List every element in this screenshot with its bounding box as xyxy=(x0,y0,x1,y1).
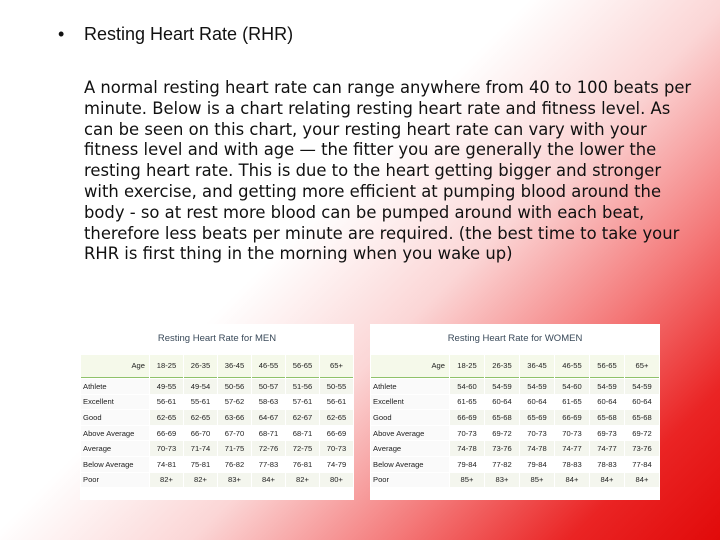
men-table-cell: 66-69 xyxy=(150,426,183,441)
men-table-cell: 82+ xyxy=(150,473,183,488)
women-col-header: 26-35 xyxy=(485,355,519,378)
women-col-header: 36-45 xyxy=(520,355,554,378)
women-col-header: 18-25 xyxy=(450,355,484,378)
men-col-header: 36-45 xyxy=(218,355,251,378)
women-table-row xyxy=(371,457,659,472)
men-col-header: 56-65 xyxy=(286,355,319,378)
men-col-header: 26-35 xyxy=(184,355,217,378)
men-table-cell: 63-66 xyxy=(218,410,251,425)
men-table-cell: 74-79 xyxy=(320,457,353,472)
women-table-cell: 84+ xyxy=(555,473,589,488)
women-table-cell: 85+ xyxy=(520,473,554,488)
women-row-label: Excellent xyxy=(371,395,449,410)
women-table-row xyxy=(371,473,659,488)
men-table-cell: 70-73 xyxy=(150,441,183,456)
women-table-row xyxy=(371,379,659,394)
women-table-cell: 74-77 xyxy=(555,441,589,456)
women-col-header: 46-55 xyxy=(555,355,589,378)
women-table-cell: 74-78 xyxy=(520,441,554,456)
women-table-cell: 65-68 xyxy=(485,410,519,425)
men-table-cell: 49-54 xyxy=(184,379,217,394)
women-table-cell: 61-65 xyxy=(450,395,484,410)
women-table-cell: 65-68 xyxy=(625,410,659,425)
men-table-cell: 58-63 xyxy=(252,395,285,410)
women-table-row xyxy=(371,410,659,425)
men-heart-rate-table xyxy=(80,324,354,500)
women-table-cell: 60-64 xyxy=(590,395,624,410)
men-table-cell: 66-70 xyxy=(184,426,217,441)
women-table-cell: 65-68 xyxy=(590,410,624,425)
men-table-cell: 64-67 xyxy=(252,410,285,425)
men-table-cell: 62-65 xyxy=(184,410,217,425)
men-table-row xyxy=(81,441,353,456)
women-table-cell: 69-72 xyxy=(625,426,659,441)
men-row-label: Poor xyxy=(81,473,149,488)
women-table-cell: 66-69 xyxy=(555,410,589,425)
women-table-row xyxy=(371,441,659,456)
men-table-cell: 51-56 xyxy=(286,379,319,394)
bullet-icon: • xyxy=(58,24,65,44)
men-col-header: 46-55 xyxy=(252,355,285,378)
women-table-cell: 60-64 xyxy=(485,395,519,410)
men-row-label: Excellent xyxy=(81,395,149,410)
men-table-cell: 62-65 xyxy=(150,410,183,425)
women-age-header: Age xyxy=(371,355,449,378)
men-table-grid xyxy=(80,354,354,488)
men-table-row xyxy=(81,410,353,425)
men-table-title: Resting Heart Rate for MEN xyxy=(157,333,277,344)
men-table-cell: 49-55 xyxy=(150,379,183,394)
men-table-cell: 77-83 xyxy=(252,457,285,472)
men-row-label: Good xyxy=(81,410,149,425)
women-table-cell: 73-76 xyxy=(485,441,519,456)
men-col-header: 18-25 xyxy=(150,355,183,378)
women-table-cell: 84+ xyxy=(625,473,659,488)
women-table-cell: 74-78 xyxy=(450,441,484,456)
women-table-body xyxy=(371,379,659,487)
men-row-label: Average xyxy=(81,441,149,456)
slide-heading xyxy=(58,24,293,45)
heading-text: Resting Heart Rate (RHR) xyxy=(84,24,294,44)
women-table-cell: 84+ xyxy=(590,473,624,488)
women-row-label: Above Average xyxy=(371,426,449,441)
men-table-cell: 56-61 xyxy=(150,395,183,410)
women-table-cell: 70-73 xyxy=(520,426,554,441)
women-table-cell: 77-82 xyxy=(485,457,519,472)
women-table-cell: 54-60 xyxy=(450,379,484,394)
women-table-cell: 78-83 xyxy=(555,457,589,472)
women-table-row xyxy=(371,426,659,441)
women-table-cell: 54-60 xyxy=(555,379,589,394)
men-row-label: Above Average xyxy=(81,426,149,441)
men-table-cell: 71-75 xyxy=(218,441,251,456)
women-table-grid xyxy=(370,354,660,488)
women-table-cell: 70-73 xyxy=(450,426,484,441)
women-col-header: 56-65 xyxy=(590,355,624,378)
women-table-cell: 54-59 xyxy=(485,379,519,394)
men-table-cell: 80+ xyxy=(320,473,353,488)
women-table-cell: 69-73 xyxy=(590,426,624,441)
women-header-row xyxy=(371,355,659,378)
men-table-cell: 66-69 xyxy=(320,426,353,441)
men-table-cell: 84+ xyxy=(252,473,285,488)
women-table-cell: 78-83 xyxy=(590,457,624,472)
women-row-label: Below Average xyxy=(371,457,449,472)
men-table-cell: 67-70 xyxy=(218,426,251,441)
body-paragraph: A normal resting heart rate can range anywhere from 40 to 100 beats per minute. Below is a chart relating resting heart rate and fitness level. As can be seen on this chart, your resting heart rate can vary with your fitness level and with age — the fitter you are generally the lower the resting heart rate. This is due to the heart getting bigger and stronger with exercise, and getting more efficient at pumping blood around the body - so at rest more blood can be pumped around with each beat, therefore less beats per minute are required. (the best time to take your RHR is first thing in the morning when you wake up) xyxy=(84,78,692,264)
men-table-cell: 71-74 xyxy=(184,441,217,456)
men-table-cell: 75-81 xyxy=(184,457,217,472)
men-table-cell: 74-81 xyxy=(150,457,183,472)
men-age-header: Age xyxy=(81,355,149,378)
women-table-cell: 54-59 xyxy=(590,379,624,394)
men-table-body xyxy=(81,379,353,487)
women-table-title: Resting Heart Rate for WOMEN xyxy=(447,333,583,344)
men-table-row xyxy=(81,379,353,394)
men-table-cell: 82+ xyxy=(286,473,319,488)
men-table-cell: 57-61 xyxy=(286,395,319,410)
men-table-cell: 55-61 xyxy=(184,395,217,410)
men-row-label: Below Average xyxy=(81,457,149,472)
men-table-cell: 50-57 xyxy=(252,379,285,394)
women-row-label: Average xyxy=(371,441,449,456)
men-table-cell: 70-73 xyxy=(320,441,353,456)
women-table-cell: 74-77 xyxy=(590,441,624,456)
men-table-row xyxy=(81,395,353,410)
men-header-row xyxy=(81,355,353,378)
women-table-row xyxy=(371,395,659,410)
men-table-cell: 72-75 xyxy=(286,441,319,456)
women-col-header: 65+ xyxy=(625,355,659,378)
men-table-cell: 62-65 xyxy=(320,410,353,425)
men-row-label: Athlete xyxy=(81,379,149,394)
women-table-cell: 77-84 xyxy=(625,457,659,472)
men-table-cell: 82+ xyxy=(184,473,217,488)
women-row-label: Athlete xyxy=(371,379,449,394)
women-table-cell: 54-59 xyxy=(520,379,554,394)
women-table-cell: 60-64 xyxy=(625,395,659,410)
men-table-cell: 68-71 xyxy=(286,426,319,441)
women-table-cell: 54-59 xyxy=(625,379,659,394)
women-table-cell: 65-69 xyxy=(520,410,554,425)
men-table-row xyxy=(81,457,353,472)
women-table-cell: 79-84 xyxy=(520,457,554,472)
men-table-row xyxy=(81,426,353,441)
women-table-cell: 61-65 xyxy=(555,395,589,410)
women-row-label: Good xyxy=(371,410,449,425)
women-table-cell: 79-84 xyxy=(450,457,484,472)
women-table-cell: 83+ xyxy=(485,473,519,488)
men-table-cell: 50-55 xyxy=(320,379,353,394)
women-table-cell: 69-72 xyxy=(485,426,519,441)
men-table-cell: 62-67 xyxy=(286,410,319,425)
women-table-cell: 60-64 xyxy=(520,395,554,410)
men-table-cell: 76-82 xyxy=(218,457,251,472)
women-table-cell: 73-76 xyxy=(625,441,659,456)
women-row-label: Poor xyxy=(371,473,449,488)
men-table-cell: 68-71 xyxy=(252,426,285,441)
men-table-row xyxy=(81,473,353,488)
women-heart-rate-table xyxy=(370,324,660,500)
men-table-cell: 72-76 xyxy=(252,441,285,456)
women-table-cell: 70-73 xyxy=(555,426,589,441)
men-table-cell: 83+ xyxy=(218,473,251,488)
men-table-cell: 57-62 xyxy=(218,395,251,410)
women-table-cell: 66-69 xyxy=(450,410,484,425)
men-col-header: 65+ xyxy=(320,355,353,378)
men-table-cell: 76-81 xyxy=(286,457,319,472)
women-table-cell: 85+ xyxy=(450,473,484,488)
men-table-cell: 56-61 xyxy=(320,395,353,410)
men-table-cell: 50-56 xyxy=(218,379,251,394)
